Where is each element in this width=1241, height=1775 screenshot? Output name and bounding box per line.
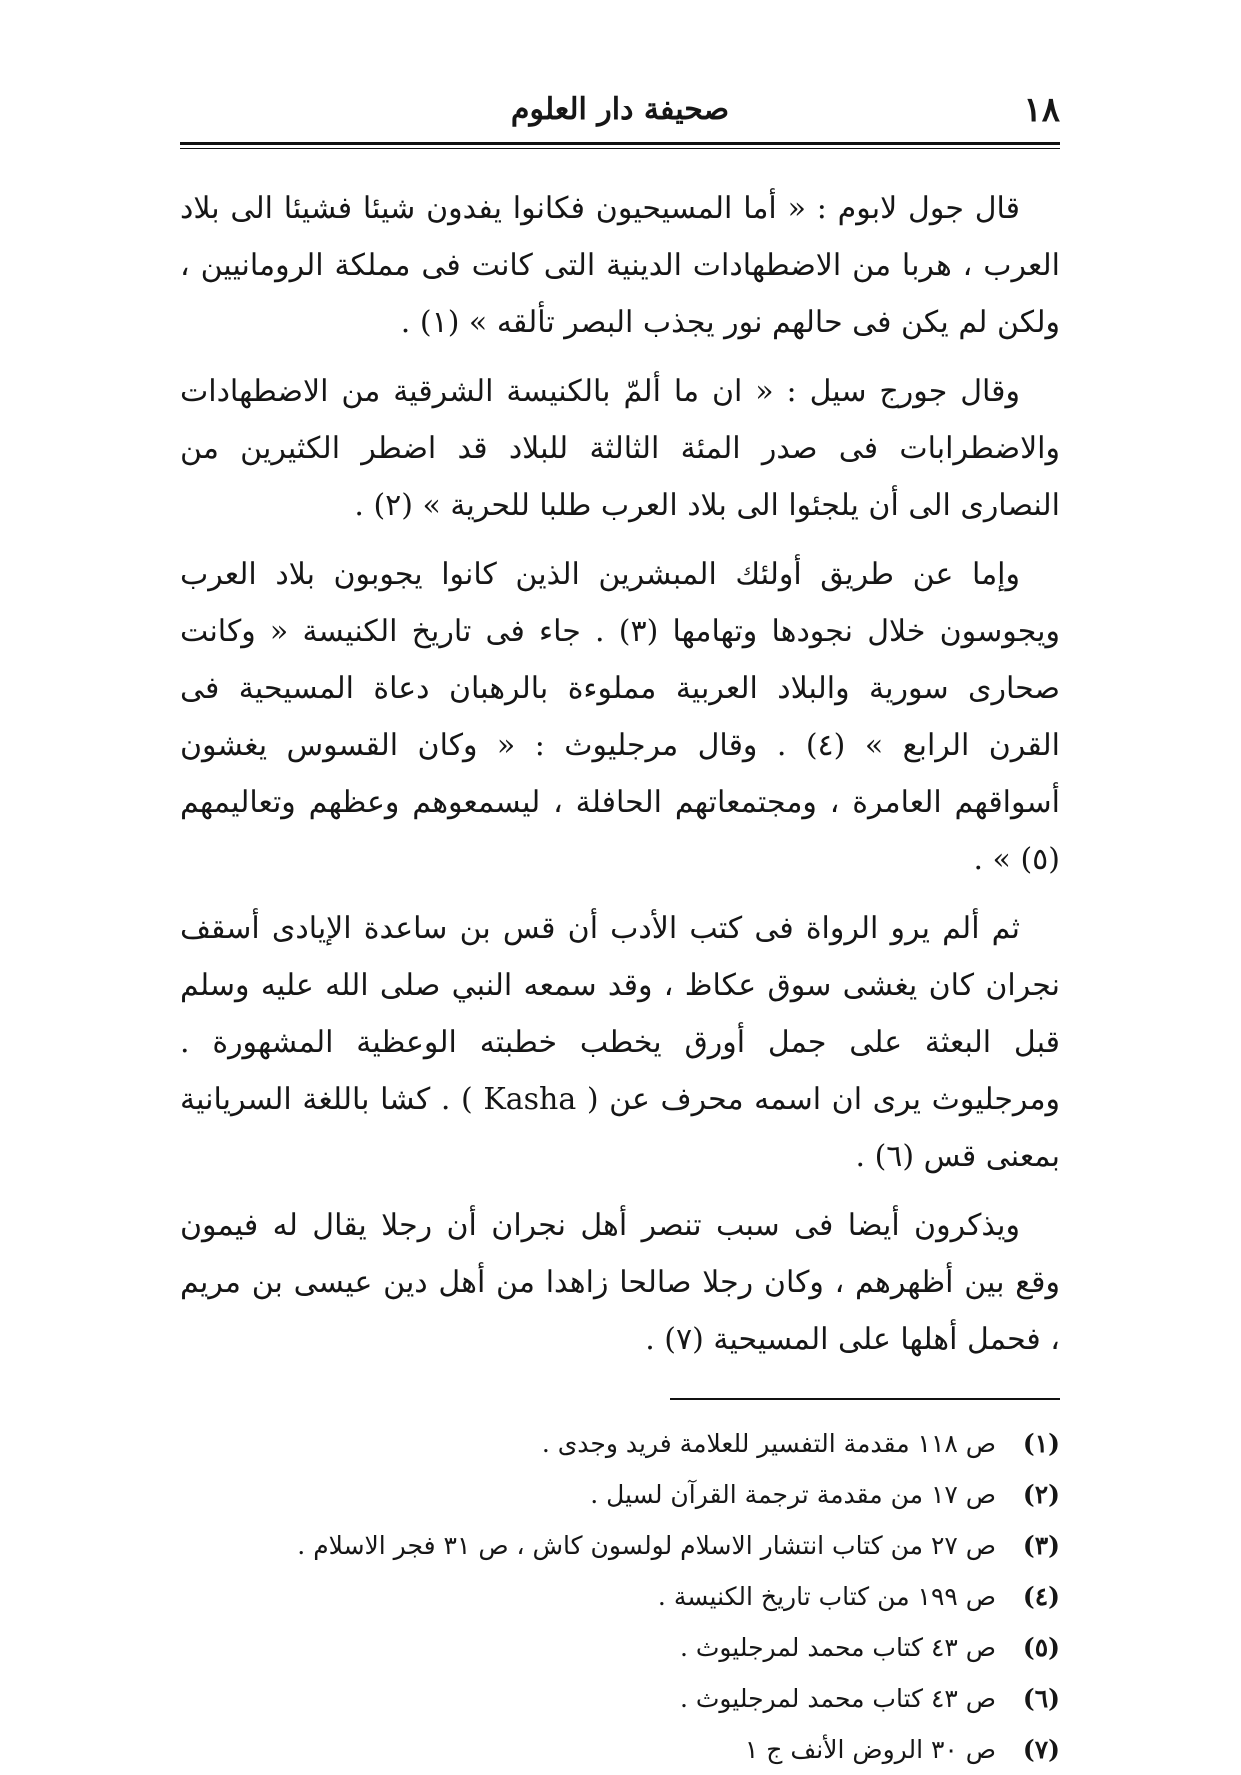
footnote-text: ص ٢٧ من كتاب انتشار الاسلام لولسون كاش ، ص ٣١ فجر الاسلام . <box>297 1531 996 1560</box>
footnote-number: (١) <box>1022 1429 1060 1458</box>
footnote-number: (٥) <box>1022 1633 1060 1662</box>
footnote-number: (٢) <box>1022 1480 1060 1509</box>
footnote-text: ص ١٧ من مقدمة ترجمة القرآن لسيل . <box>590 1480 996 1509</box>
paragraph: وقال جورج سيل : « ان ما ألمّ بالكنيسة الشرقية من الاضطهادات والاضطرابات فى صدر المئة الثالثة للبلاد قد اضطر الكثيرين من النصارى الى أن يلجئوا الى بلاد العرب طلبا للحرية » (٢) . <box>180 374 1060 523</box>
body-text <box>180 180 1060 1368</box>
footnote-item <box>180 1724 1060 1775</box>
footnote-item <box>180 1571 1060 1622</box>
header-rule <box>180 142 1060 145</box>
paragraph: ثم ألم يرو الرواة فى كتب الأدب أن قس بن ساعدة الإيادى أسقف نجران كان يغشى سوق عكاظ ، وقد سمعه النبي صلى الله عليه وسلم قبل البعثة على جمل أورق يخطب خطبته الوعظية المشهورة . ومرجليوث يرى ان اسمه محرف عن ( Kasha ) . كشا باللغة السريانية بمعنى قس (٦) . <box>180 911 1060 1174</box>
footnote-text: ص ١٩٩ من كتاب تاريخ الكنيسة . <box>657 1582 996 1611</box>
paragraph: ويذكرون أيضا فى سبب تنصر أهل نجران أن رجلا يقال له فيمون وقع بين أظهرهم ، وكان رجلا صالحا زاهدا من أهل دين عيسى بن مريم ، فحمل أهلها على المسيحية (٧) . <box>180 1208 1060 1357</box>
footnote-number: (٣) <box>1022 1531 1060 1560</box>
footnote-text: ص ٤٣ كتاب محمد لمرجليوث . <box>679 1684 996 1713</box>
footnote-text: ص ٤٣ كتاب محمد لمرجليوث . <box>679 1633 996 1662</box>
footnote-item <box>180 1418 1060 1469</box>
footnote-item <box>180 1469 1060 1520</box>
footnote-text: ص ٣٠ الروض الأنف ج ١ <box>744 1735 996 1764</box>
footnote-text: ص ١١٨ مقدمة التفسير للعلامة فريد وجدى . <box>541 1429 996 1458</box>
footnote-item <box>180 1673 1060 1724</box>
footnote-rule <box>670 1398 1060 1400</box>
footnote-item <box>180 1622 1060 1673</box>
footnote-number: (٧) <box>1022 1735 1060 1764</box>
footnote-number: (٤) <box>1022 1582 1060 1611</box>
document-page <box>180 80 1060 1775</box>
header-rule-thin <box>180 148 1060 149</box>
running-title: صحيفة دار العلوم <box>510 92 730 127</box>
page-header <box>180 80 1060 140</box>
paragraph: وإما عن طريق أولئك المبشرين الذين كانوا يجوبون بلاد العرب ويجوسون خلال نجودها وتهامها (٣) . جاء فى تاريخ الكنيسة « وكانت صحارى سورية والبلاد العربية مملوءة بالرهبان دعاة المسيحية فى القرن الرابع » (٤) . وقال مرجليوث : « وكان القسوس يغشون أسواقهم العامرة ، ومجتمعاتهم الحافلة ، ليسمعوهم وعظهم وتعاليمهم (٥) » . <box>180 557 1060 877</box>
footnotes-list <box>180 1418 1060 1775</box>
page-number: ١٨ <box>1023 90 1060 130</box>
footnote-item <box>180 1520 1060 1571</box>
paragraph: قال جول لابوم : « أما المسيحيون فكانوا يفدون شيئا فشيئا الى بلاد العرب ، هربا من الاضطهادات الدينية التى كانت فى مملكة الرومانيين ، ولكن لم يكن فى حالهم نور يجذب البصر تألقه » (١) . <box>180 191 1060 340</box>
footnote-number: (٦) <box>1022 1684 1060 1713</box>
